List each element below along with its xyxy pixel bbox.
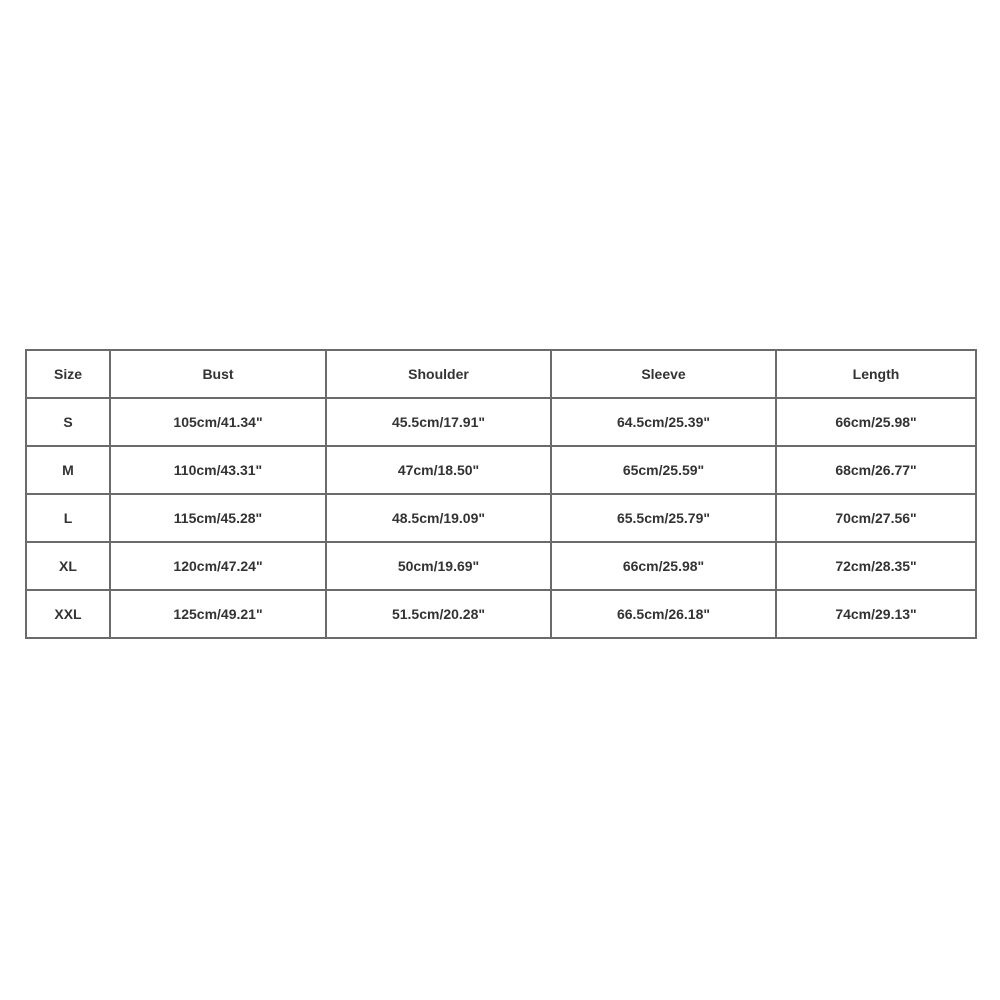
table-row	[26, 542, 976, 590]
cell-size: M	[26, 446, 110, 494]
header-sleeve: Sleeve	[551, 350, 776, 398]
cell-bust: 125cm/49.21"	[110, 590, 326, 638]
cell-size: XL	[26, 542, 110, 590]
cell-bust: 105cm/41.34"	[110, 398, 326, 446]
cell-shoulder: 45.5cm/17.91"	[326, 398, 551, 446]
cell-sleeve: 66.5cm/26.18"	[551, 590, 776, 638]
cell-shoulder: 48.5cm/19.09"	[326, 494, 551, 542]
table-header-row	[26, 350, 976, 398]
cell-shoulder: 50cm/19.69"	[326, 542, 551, 590]
header-bust: Bust	[110, 350, 326, 398]
cell-size: S	[26, 398, 110, 446]
cell-size: L	[26, 494, 110, 542]
cell-length: 68cm/26.77"	[776, 446, 976, 494]
table-row	[26, 590, 976, 638]
table-row	[26, 398, 976, 446]
cell-shoulder: 51.5cm/20.28"	[326, 590, 551, 638]
cell-length: 70cm/27.56"	[776, 494, 976, 542]
size-chart-table	[25, 349, 977, 639]
cell-bust: 110cm/43.31"	[110, 446, 326, 494]
cell-length: 74cm/29.13"	[776, 590, 976, 638]
header-length: Length	[776, 350, 976, 398]
header-shoulder: Shoulder	[326, 350, 551, 398]
header-size: Size	[26, 350, 110, 398]
table-row	[26, 446, 976, 494]
cell-sleeve: 65cm/25.59"	[551, 446, 776, 494]
cell-shoulder: 47cm/18.50"	[326, 446, 551, 494]
cell-sleeve: 64.5cm/25.39"	[551, 398, 776, 446]
cell-bust: 120cm/47.24"	[110, 542, 326, 590]
cell-size: XXL	[26, 590, 110, 638]
cell-sleeve: 66cm/25.98"	[551, 542, 776, 590]
table-row	[26, 494, 976, 542]
cell-bust: 115cm/45.28"	[110, 494, 326, 542]
cell-length: 72cm/28.35"	[776, 542, 976, 590]
cell-sleeve: 65.5cm/25.79"	[551, 494, 776, 542]
cell-length: 66cm/25.98"	[776, 398, 976, 446]
